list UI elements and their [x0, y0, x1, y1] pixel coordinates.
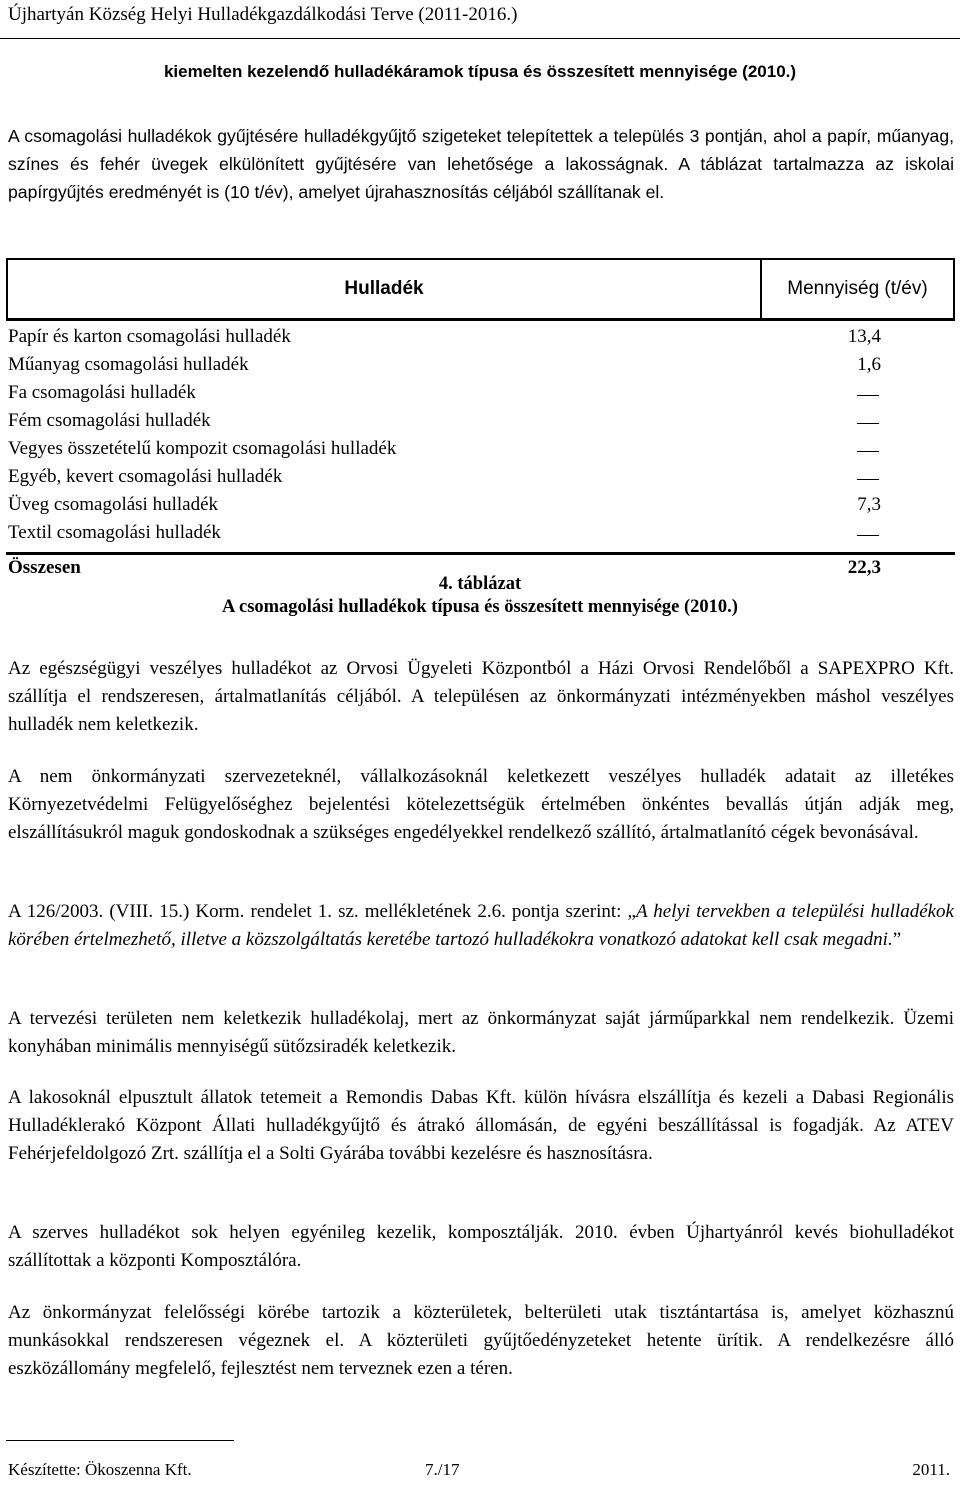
table-row [6, 521, 955, 549]
footer-author: Készítette: Ökoszenna Kft. [8, 1460, 192, 1479]
table-row [6, 325, 955, 353]
paragraph-medical-waste: Az egészségügyi veszélyes hulladékot az Orvosi Ügyeleti Központból a Házi Orvosi Rendelőből a SAPEXPRO Kft. szállítja el rendszeresen, ártalmatlanítás céljából. A településen az önkormányzati intézményekben máshol veszélyes hulladék nem keletkezik. [8, 658, 954, 735]
waste-table [6, 258, 955, 585]
row-name: Textil csomagolási hulladék [8, 522, 221, 543]
empty-value-dash [857, 535, 879, 536]
total-label: Összesen [8, 557, 81, 578]
row-name: Fém csomagolási hulladék [8, 410, 211, 431]
table-row [6, 437, 955, 465]
regulation-intro: A 126/2003. (VIII. 15.) Korm. rendelet 1. sz. mellékletének 2.6. pontja szerint: „ [8, 901, 636, 922]
col-header-waste: Hulladék [8, 260, 762, 318]
empty-value-dash [857, 395, 879, 396]
paragraph-organic-waste: A szerves hulladékot sok helyen egyénileg kezelik, komposztálják. 2010. évben Újhartyánról kevés biohulladékot szállítottak a központi Komposztálóra. [8, 1222, 954, 1271]
table-row [6, 493, 955, 521]
table-title: A csomagolási hulladékok típusa és összesített mennyisége (2010.) [222, 597, 738, 617]
paragraph-hazardous-waste: A nem önkormányzati szervezeteknél, vállalkozásoknál keletkezett veszélyes hulladék adatait az illetékes Környezetvédelmi Felügyelőséghez bejelentési kötelezettségük értelmében önkéntes bevallás útján adják meg, elszállításukról maguk gondoskodnak a szükséges engedélyekkel rendelkező szállító, ártalmatlanító cégek bevonásával. [8, 766, 954, 843]
table-number: 4. táblázat [438, 574, 522, 594]
header-divider [0, 38, 960, 39]
row-value: 7,3 [857, 494, 881, 515]
table-row [6, 409, 955, 437]
paragraph-regulation [8, 898, 954, 954]
row-name: Fa csomagolási hulladék [8, 382, 196, 403]
running-header: Újhartyán Község Helyi Hulladékgazdálkodási Terve (2011-2016.) [8, 4, 518, 25]
empty-value-dash [857, 423, 879, 424]
table-caption-continued: kiemelten kezelendő hulladékáramok típusa és összesített mennyisége (2010.) [163, 62, 797, 81]
empty-value-dash [857, 479, 879, 480]
row-name: Egyéb, kevert csomagolási hulladék [8, 466, 283, 487]
row-value: 13,4 [847, 326, 881, 347]
intro-paragraph: A csomagolási hulladékok gyűjtésére hulladékgyűjtő szigeteket telepítettek a település 3 pontján, ahol a papír, műanyag, színes és fehér üvegek elkülönített gyűjtésére van lehetősége a lakosságnak. A táblázat tartalmazza az iskolai papírgyűjtés eredményét is (10 t/év), amelyet újrahasznosítás céljából szállítanak el. [8, 126, 954, 202]
total-value: 22,3 [847, 557, 881, 578]
footer-page-number: 7./17 [425, 1460, 460, 1479]
row-name: Papír és karton csomagolási hulladék [8, 326, 291, 347]
regulation-close: ” [892, 929, 902, 950]
table-body [6, 325, 955, 585]
row-name: Műanyag csomagolási hulladék [8, 354, 249, 375]
footer-year: 2011. [912, 1460, 950, 1479]
regulation-quote: A helyi tervekben a települési hulladékok körében értelmezhető, illetve a közszolgáltatás keretébe tartozó hulladékokra vonatkozó adatokat kell csak megadni. [8, 901, 954, 950]
col-header-amount: Mennyiség (t/év) [787, 278, 928, 299]
table-row [6, 353, 955, 381]
row-name: Üveg csomagolási hulladék [8, 494, 219, 515]
paragraph-public-areas: Az önkormányzat felelősségi körébe tartozik a közterületek, belterületi utak tisztántartása is, amelyet közhasznú munkásokkal rendszeresen végeznek el. A közterületi gyűjtőedényzeteket hetente ürítik. A rendelkezésre álló eszközállomány megfelelő, fejlesztést nem terveznek ezen a téren. [8, 1302, 954, 1379]
row-value: 1,6 [857, 354, 881, 375]
empty-value-dash [857, 451, 879, 452]
table-row [6, 465, 955, 493]
paragraph-animal-waste: A lakosoknál elpusztult állatok tetemeit a Remondis Dabas Kft. külön hívásra elszállítja és kezeli a Dabasi Regionális Hulladéklerakó Központ Állati hulladékgyűjtő és átrakó állomásán, de egyéni beszállítással is fogadják. Az ATEV Fehérjefeldolgozó Zrt. szállítja el a Solti Gyárába további kezelésre és hasznosításra. [8, 1087, 954, 1164]
paragraph-oil: A tervezési területen nem keletkezik hulladékolaj, mert az önkormányzat saját járműparkkal nem rendelkezik. Üzemi konyhában minimális mennyiségű sütőzsiradék keletkezik. [8, 1008, 954, 1057]
footer-divider [6, 1440, 234, 1441]
row-name: Vegyes összetételű kompozit csomagolási hulladék [8, 438, 397, 459]
table-row [6, 381, 955, 409]
table-header [6, 258, 955, 321]
